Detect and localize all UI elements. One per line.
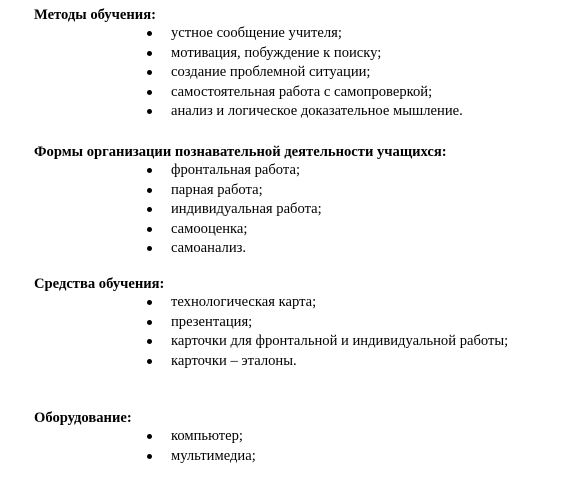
bullet-icon — [147, 188, 152, 193]
section-heading: Оборудование: — [34, 410, 132, 426]
list-item-text: самооценка; — [171, 220, 248, 237]
bullet-icon — [147, 434, 152, 439]
bullet-icon — [147, 359, 152, 364]
list-item-text: презентация; — [171, 313, 253, 330]
list-item-text: создание проблемной ситуации; — [171, 64, 371, 81]
bullet-icon — [147, 90, 152, 95]
list-item-text: устное сообщение учителя; — [171, 25, 342, 41]
bullet-icon — [147, 168, 152, 173]
list-item-text: индивидуальная работа; — [171, 201, 322, 218]
bullet-icon — [147, 51, 152, 56]
list-item-text: самостоятельная работа с самопроверкой; — [171, 83, 433, 100]
list-item-text: карточки для фронтальной и индивидуальной работы; — [171, 333, 509, 350]
list-item-text: парная работа; — [171, 181, 263, 198]
bullet-icon — [147, 109, 152, 114]
bullet-icon — [147, 227, 152, 232]
list-item-text: мотивация, побуждение к поиску; — [171, 44, 382, 61]
list-item-text: анализ и логическое доказательное мышление. — [171, 103, 463, 120]
bullet-icon — [147, 246, 152, 251]
list-item-text: фронтальная работа; — [171, 162, 300, 178]
list-item-text: карточки – эталоны. — [171, 352, 297, 369]
section-heading: Средства обучения: — [34, 276, 165, 292]
list-item-text: самоанализ. — [171, 240, 247, 257]
section-heading: Формы организации познавательной деятельности учащихся: — [34, 144, 447, 160]
bullet-icon — [147, 320, 152, 325]
bullet-icon — [147, 339, 152, 344]
list-item-text: мультимедиа; — [171, 447, 256, 464]
bullet-icon — [147, 454, 152, 459]
bullet-icon — [147, 300, 152, 305]
bullet-icon — [147, 31, 152, 36]
bullet-icon — [147, 207, 152, 212]
list-item-text: технологическая карта; — [171, 294, 317, 310]
bullet-icon — [147, 70, 152, 75]
section-heading: Методы обучения: — [34, 7, 156, 23]
list-item-text: компьютер; — [171, 428, 243, 444]
